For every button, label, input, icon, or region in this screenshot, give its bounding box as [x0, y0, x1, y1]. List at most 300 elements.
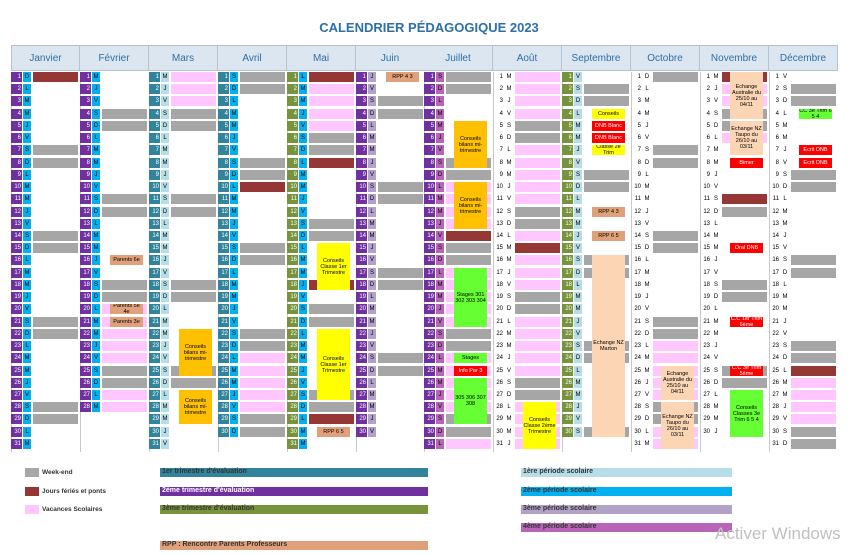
- day-number: 23: [11, 341, 22, 351]
- day-cell: [791, 219, 836, 229]
- day-cell: [102, 194, 147, 204]
- day-cell: [653, 243, 698, 253]
- day-number: 1: [356, 72, 367, 82]
- day-row: [356, 366, 425, 376]
- day-number: 4: [562, 109, 573, 119]
- day-number: 12: [562, 207, 573, 217]
- day-number: 21: [424, 317, 435, 327]
- day-number: 2: [80, 84, 91, 94]
- day-number: 13: [703, 221, 710, 227]
- day-cell: [722, 268, 767, 278]
- day-row: [769, 182, 838, 192]
- day-letter: J: [161, 84, 169, 94]
- day-number: 7: [218, 145, 229, 155]
- day-cell: [33, 366, 78, 376]
- day-letter: V: [300, 380, 305, 386]
- day-row: [11, 96, 80, 106]
- day-letter: M: [300, 172, 306, 178]
- day-cell: [33, 304, 78, 314]
- day-cell: [33, 96, 78, 106]
- day-letter: M: [713, 160, 719, 166]
- day-row: [424, 255, 493, 265]
- day-number: 18: [11, 280, 22, 290]
- day-row: [493, 353, 562, 363]
- day-letter: L: [299, 329, 307, 339]
- day-number: 11: [149, 194, 160, 204]
- day-cell: [446, 439, 491, 449]
- day-cell: [653, 182, 698, 192]
- day-number: 25: [356, 366, 367, 376]
- day-cell: [171, 84, 216, 94]
- day-row: [769, 378, 838, 388]
- day-row: [356, 96, 425, 106]
- day-row: [11, 414, 80, 424]
- day-letter: J: [368, 329, 376, 339]
- day-cell: [33, 427, 78, 437]
- day-row: [149, 268, 218, 278]
- day-cell: [722, 170, 767, 180]
- day-cell: [33, 317, 78, 327]
- day-row: [218, 96, 287, 106]
- day-number: 3: [218, 96, 229, 106]
- day-letter: S: [369, 270, 374, 276]
- day-row: [80, 243, 149, 253]
- day-number: 12: [149, 207, 160, 217]
- day-number: 13: [356, 219, 367, 229]
- day-cell: [309, 145, 354, 155]
- day-number: 9: [637, 172, 641, 178]
- day-letter: J: [507, 184, 511, 190]
- day-letter: V: [162, 355, 167, 361]
- day-row: [149, 219, 218, 229]
- day-number: 20: [11, 304, 22, 314]
- day-number: 21: [218, 317, 229, 327]
- day-letter: S: [782, 86, 787, 92]
- day-row: [493, 109, 562, 119]
- day-row: [287, 96, 356, 106]
- day-cell: [653, 280, 698, 290]
- day-letter: M: [24, 111, 30, 117]
- day-letter: S: [369, 184, 374, 190]
- day-cell: [33, 353, 78, 363]
- day-number: 8: [149, 158, 160, 168]
- day-letter: L: [436, 439, 444, 449]
- day-number: 8: [775, 160, 779, 166]
- day-number: 27: [80, 390, 91, 400]
- day-number: 24: [562, 353, 573, 363]
- day-letter: D: [231, 257, 237, 263]
- day-row: [149, 84, 218, 94]
- day-row: [218, 207, 287, 217]
- day-row: [769, 121, 838, 131]
- day-letter: L: [436, 182, 444, 192]
- day-row: [700, 170, 769, 180]
- day-letter: S: [437, 416, 442, 422]
- day-number: 27: [562, 390, 573, 400]
- day-number: 19: [424, 292, 435, 302]
- day-cell: [240, 72, 285, 82]
- day-cell: [33, 255, 78, 265]
- day-letter: D: [24, 416, 30, 422]
- day-number: 26: [218, 378, 229, 388]
- day-number: 31: [634, 441, 641, 447]
- day-letter: M: [24, 355, 30, 361]
- day-number: 19: [218, 292, 229, 302]
- day-row: [149, 427, 218, 437]
- day-cell: [722, 231, 767, 241]
- day-number: 11: [424, 194, 435, 204]
- day-number: 4: [149, 109, 160, 119]
- day-letter: M: [300, 98, 306, 104]
- day-letter: L: [714, 221, 718, 227]
- day-letter: J: [161, 255, 169, 265]
- day-letter: D: [644, 416, 650, 422]
- day-letter: M: [369, 147, 375, 153]
- day-number: 16: [703, 257, 710, 263]
- day-row: [493, 255, 562, 265]
- day-cell: [171, 219, 216, 229]
- day-number: 2: [11, 84, 22, 94]
- day-number: 12: [11, 207, 22, 217]
- day-number: 8: [706, 160, 710, 166]
- day-row: [149, 317, 218, 327]
- day-cell: [102, 133, 147, 143]
- day-number: 2: [218, 84, 229, 94]
- day-letter: M: [713, 245, 719, 251]
- day-cell: [378, 280, 423, 290]
- day-row: [287, 304, 356, 314]
- day-number: 5: [637, 123, 641, 129]
- day-cell: [309, 304, 354, 314]
- day-number: 13: [11, 219, 22, 229]
- day-number: 1: [218, 72, 229, 82]
- day-letter: M: [575, 221, 581, 227]
- day-number: 6: [499, 135, 503, 141]
- day-row: [631, 304, 700, 314]
- event-label: Echange Australie du 25/10 au 04/11: [730, 72, 763, 119]
- day-letter: J: [436, 304, 444, 314]
- day-number: 18: [703, 282, 710, 288]
- day-cell: [33, 439, 78, 449]
- day-row: [80, 341, 149, 351]
- day-letter: M: [713, 233, 719, 239]
- day-letter: L: [714, 135, 718, 141]
- day-number: 5: [11, 121, 22, 131]
- day-number: 3: [11, 96, 22, 106]
- day-cell: [515, 194, 560, 204]
- day-letter: M: [782, 306, 788, 312]
- day-letter: M: [231, 294, 237, 300]
- day-cell: [378, 231, 423, 241]
- day-cell: [515, 280, 560, 290]
- day-letter: M: [575, 392, 581, 398]
- day-number: 11: [772, 196, 779, 202]
- day-letter: L: [507, 319, 511, 325]
- day-cell: [378, 194, 423, 204]
- day-number: 25: [703, 368, 710, 374]
- day-letter: D: [231, 86, 237, 92]
- day-number: 2: [637, 86, 641, 92]
- day-cell: [309, 219, 354, 229]
- day-cell: [653, 292, 698, 302]
- day-number: 19: [562, 292, 573, 302]
- day-cell: [240, 158, 285, 168]
- day-cell: [446, 243, 491, 253]
- day-cell: [33, 84, 78, 94]
- day-number: 10: [287, 182, 298, 192]
- day-letter: L: [230, 182, 238, 192]
- day-letter: V: [713, 184, 718, 190]
- day-letter: D: [782, 98, 788, 104]
- day-letter: V: [575, 160, 580, 166]
- day-cell: [378, 292, 423, 302]
- day-letter: M: [93, 245, 99, 251]
- day-row: [149, 109, 218, 119]
- day-letter: M: [162, 147, 168, 153]
- day-cell: [171, 231, 216, 241]
- day-letter: M: [506, 257, 512, 263]
- day-number: 3: [562, 96, 573, 106]
- day-cell: [240, 96, 285, 106]
- day-cell: [584, 219, 629, 229]
- day-row: [769, 243, 838, 253]
- day-number: 20: [287, 304, 298, 314]
- day-letter: M: [644, 270, 650, 276]
- day-row: [769, 219, 838, 229]
- day-cell: [309, 72, 354, 82]
- day-number: 17: [11, 268, 22, 278]
- day-cell: [653, 109, 698, 119]
- day-cell: [102, 219, 147, 229]
- day-cell: [722, 292, 767, 302]
- event-label: DNB Blanc: [592, 121, 625, 131]
- day-letter: J: [92, 255, 100, 265]
- day-number: 21: [11, 317, 22, 327]
- day-number: 9: [218, 170, 229, 180]
- day-letter: M: [713, 74, 719, 80]
- day-cell: [446, 96, 491, 106]
- event-label: DNB Blanc: [592, 133, 625, 143]
- day-letter: J: [783, 147, 787, 153]
- day-cell: [378, 219, 423, 229]
- day-cell: [102, 341, 147, 351]
- day-row: [149, 304, 218, 314]
- day-letter: D: [644, 160, 650, 166]
- day-cell: [791, 292, 836, 302]
- day-row: [769, 133, 838, 143]
- day-number: 16: [287, 255, 298, 265]
- day-letter: V: [369, 86, 374, 92]
- day-cell: [33, 219, 78, 229]
- day-number: 14: [287, 231, 298, 241]
- day-letter: M: [162, 416, 168, 422]
- day-letter: S: [231, 160, 236, 166]
- day-letter: S: [782, 343, 787, 349]
- day-letter: M: [231, 368, 237, 374]
- day-cell: [102, 207, 147, 217]
- day-letter: D: [782, 441, 788, 447]
- day-number: 26: [772, 380, 779, 386]
- day-cell: [515, 378, 560, 388]
- day-cell: [309, 414, 354, 424]
- day-letter: V: [782, 416, 787, 422]
- day-number: 15: [562, 243, 573, 253]
- day-row: [631, 207, 700, 217]
- day-cell: [515, 341, 560, 351]
- day-number: 13: [80, 219, 91, 229]
- day-row: [493, 194, 562, 204]
- day-cell: [33, 133, 78, 143]
- day-number: 17: [496, 270, 503, 276]
- day-number: 22: [11, 329, 22, 339]
- day-number: 29: [424, 414, 435, 424]
- day-letter: M: [644, 282, 650, 288]
- day-number: 23: [80, 341, 91, 351]
- day-letter: V: [162, 441, 167, 447]
- day-row: [11, 304, 80, 314]
- day-number: 16: [356, 255, 367, 265]
- day-row: [631, 219, 700, 229]
- day-number: 7: [775, 147, 779, 153]
- day-cell: [791, 280, 836, 290]
- day-letter: M: [24, 270, 30, 276]
- event-label: Ecrit DNB: [799, 145, 832, 155]
- day-row: [218, 414, 287, 424]
- day-letter: S: [575, 343, 580, 349]
- day-number: 7: [287, 145, 298, 155]
- day-letter: V: [24, 392, 29, 398]
- day-row: [356, 145, 425, 155]
- day-letter: S: [93, 196, 98, 202]
- day-cell: [309, 194, 354, 204]
- day-row: [493, 231, 562, 241]
- day-number: 24: [634, 355, 641, 361]
- day-number: 21: [772, 319, 779, 325]
- day-row: [769, 72, 838, 82]
- day-number: 3: [287, 96, 298, 106]
- day-number: 30: [634, 429, 641, 435]
- day-number: 21: [703, 319, 710, 325]
- day-cell: [722, 378, 767, 388]
- day-row: [218, 243, 287, 253]
- day-letter: S: [231, 416, 236, 422]
- day-letter: V: [93, 270, 98, 276]
- day-cell: [446, 255, 491, 265]
- day-letter: M: [437, 294, 443, 300]
- day-number: 28: [703, 404, 710, 410]
- day-row: [218, 268, 287, 278]
- day-number: 6: [424, 133, 435, 143]
- day-row: [287, 402, 356, 412]
- day-cell: [515, 219, 560, 229]
- day-row: [218, 219, 287, 229]
- day-row: [631, 268, 700, 278]
- day-letter: L: [436, 353, 444, 363]
- legend-t1: 1er trimestre d'évaluation: [162, 468, 247, 475]
- day-row: [356, 280, 425, 290]
- day-number: 1: [80, 72, 91, 82]
- day-cell: [515, 366, 560, 376]
- day-row: [287, 109, 356, 119]
- day-letter: J: [161, 170, 169, 180]
- day-row: [700, 268, 769, 278]
- day-number: 3: [499, 98, 503, 104]
- day-number: 2: [775, 86, 779, 92]
- day-number: 11: [634, 196, 641, 202]
- day-number: 9: [424, 170, 435, 180]
- day-letter: M: [369, 392, 375, 398]
- day-cell: [791, 390, 836, 400]
- day-number: 15: [703, 245, 710, 251]
- day-number: 29: [703, 416, 710, 422]
- day-row: [562, 72, 631, 82]
- day-row: [218, 390, 287, 400]
- day-cell: [584, 243, 629, 253]
- day-cell: [171, 170, 216, 180]
- day-cell: [446, 427, 491, 437]
- day-row: [218, 72, 287, 82]
- day-letter: D: [300, 147, 306, 153]
- day-letter: V: [162, 270, 167, 276]
- day-number: 10: [356, 182, 367, 192]
- day-row: [11, 353, 80, 363]
- day-letter: M: [93, 147, 99, 153]
- day-number: 10: [496, 184, 503, 190]
- day-cell: [791, 182, 836, 192]
- day-number: 5: [424, 121, 435, 131]
- day-number: 23: [424, 341, 435, 351]
- day-row: [149, 292, 218, 302]
- day-cell: [791, 341, 836, 351]
- day-number: 28: [496, 404, 503, 410]
- day-letter: M: [93, 331, 99, 337]
- day-number: 18: [562, 280, 573, 290]
- day-letter: D: [369, 282, 375, 288]
- day-number: 17: [562, 268, 573, 278]
- day-cell: [791, 414, 836, 424]
- day-letter: L: [368, 292, 376, 302]
- day-number: 12: [424, 207, 435, 217]
- day-letter: M: [93, 404, 99, 410]
- day-cell: [240, 341, 285, 351]
- legend-t3: 3ème trimestre d'évaluation: [162, 505, 255, 512]
- day-number: 14: [356, 231, 367, 241]
- day-letter: L: [299, 72, 307, 82]
- day-row: [700, 280, 769, 290]
- day-cell: [33, 158, 78, 168]
- day-number: 27: [356, 390, 367, 400]
- day-letter: M: [24, 184, 30, 190]
- day-row: [11, 292, 80, 302]
- day-row: [11, 378, 80, 388]
- day-row: [287, 170, 356, 180]
- day-letter: M: [300, 257, 306, 263]
- day-letter: V: [24, 221, 29, 227]
- day-number: 15: [772, 245, 779, 251]
- event-label: Stages 301 302 303 304: [454, 268, 487, 327]
- day-row: [493, 207, 562, 217]
- day-letter: S: [713, 196, 718, 202]
- day-row: [218, 182, 287, 192]
- day-cell: [240, 219, 285, 229]
- day-number: 18: [424, 280, 435, 290]
- day-cell: [309, 317, 354, 327]
- day-row: [700, 304, 769, 314]
- day-letter: M: [575, 380, 581, 386]
- day-number: 4: [218, 109, 229, 119]
- month-header-11: Décembre: [769, 45, 838, 71]
- day-number: 26: [634, 380, 641, 386]
